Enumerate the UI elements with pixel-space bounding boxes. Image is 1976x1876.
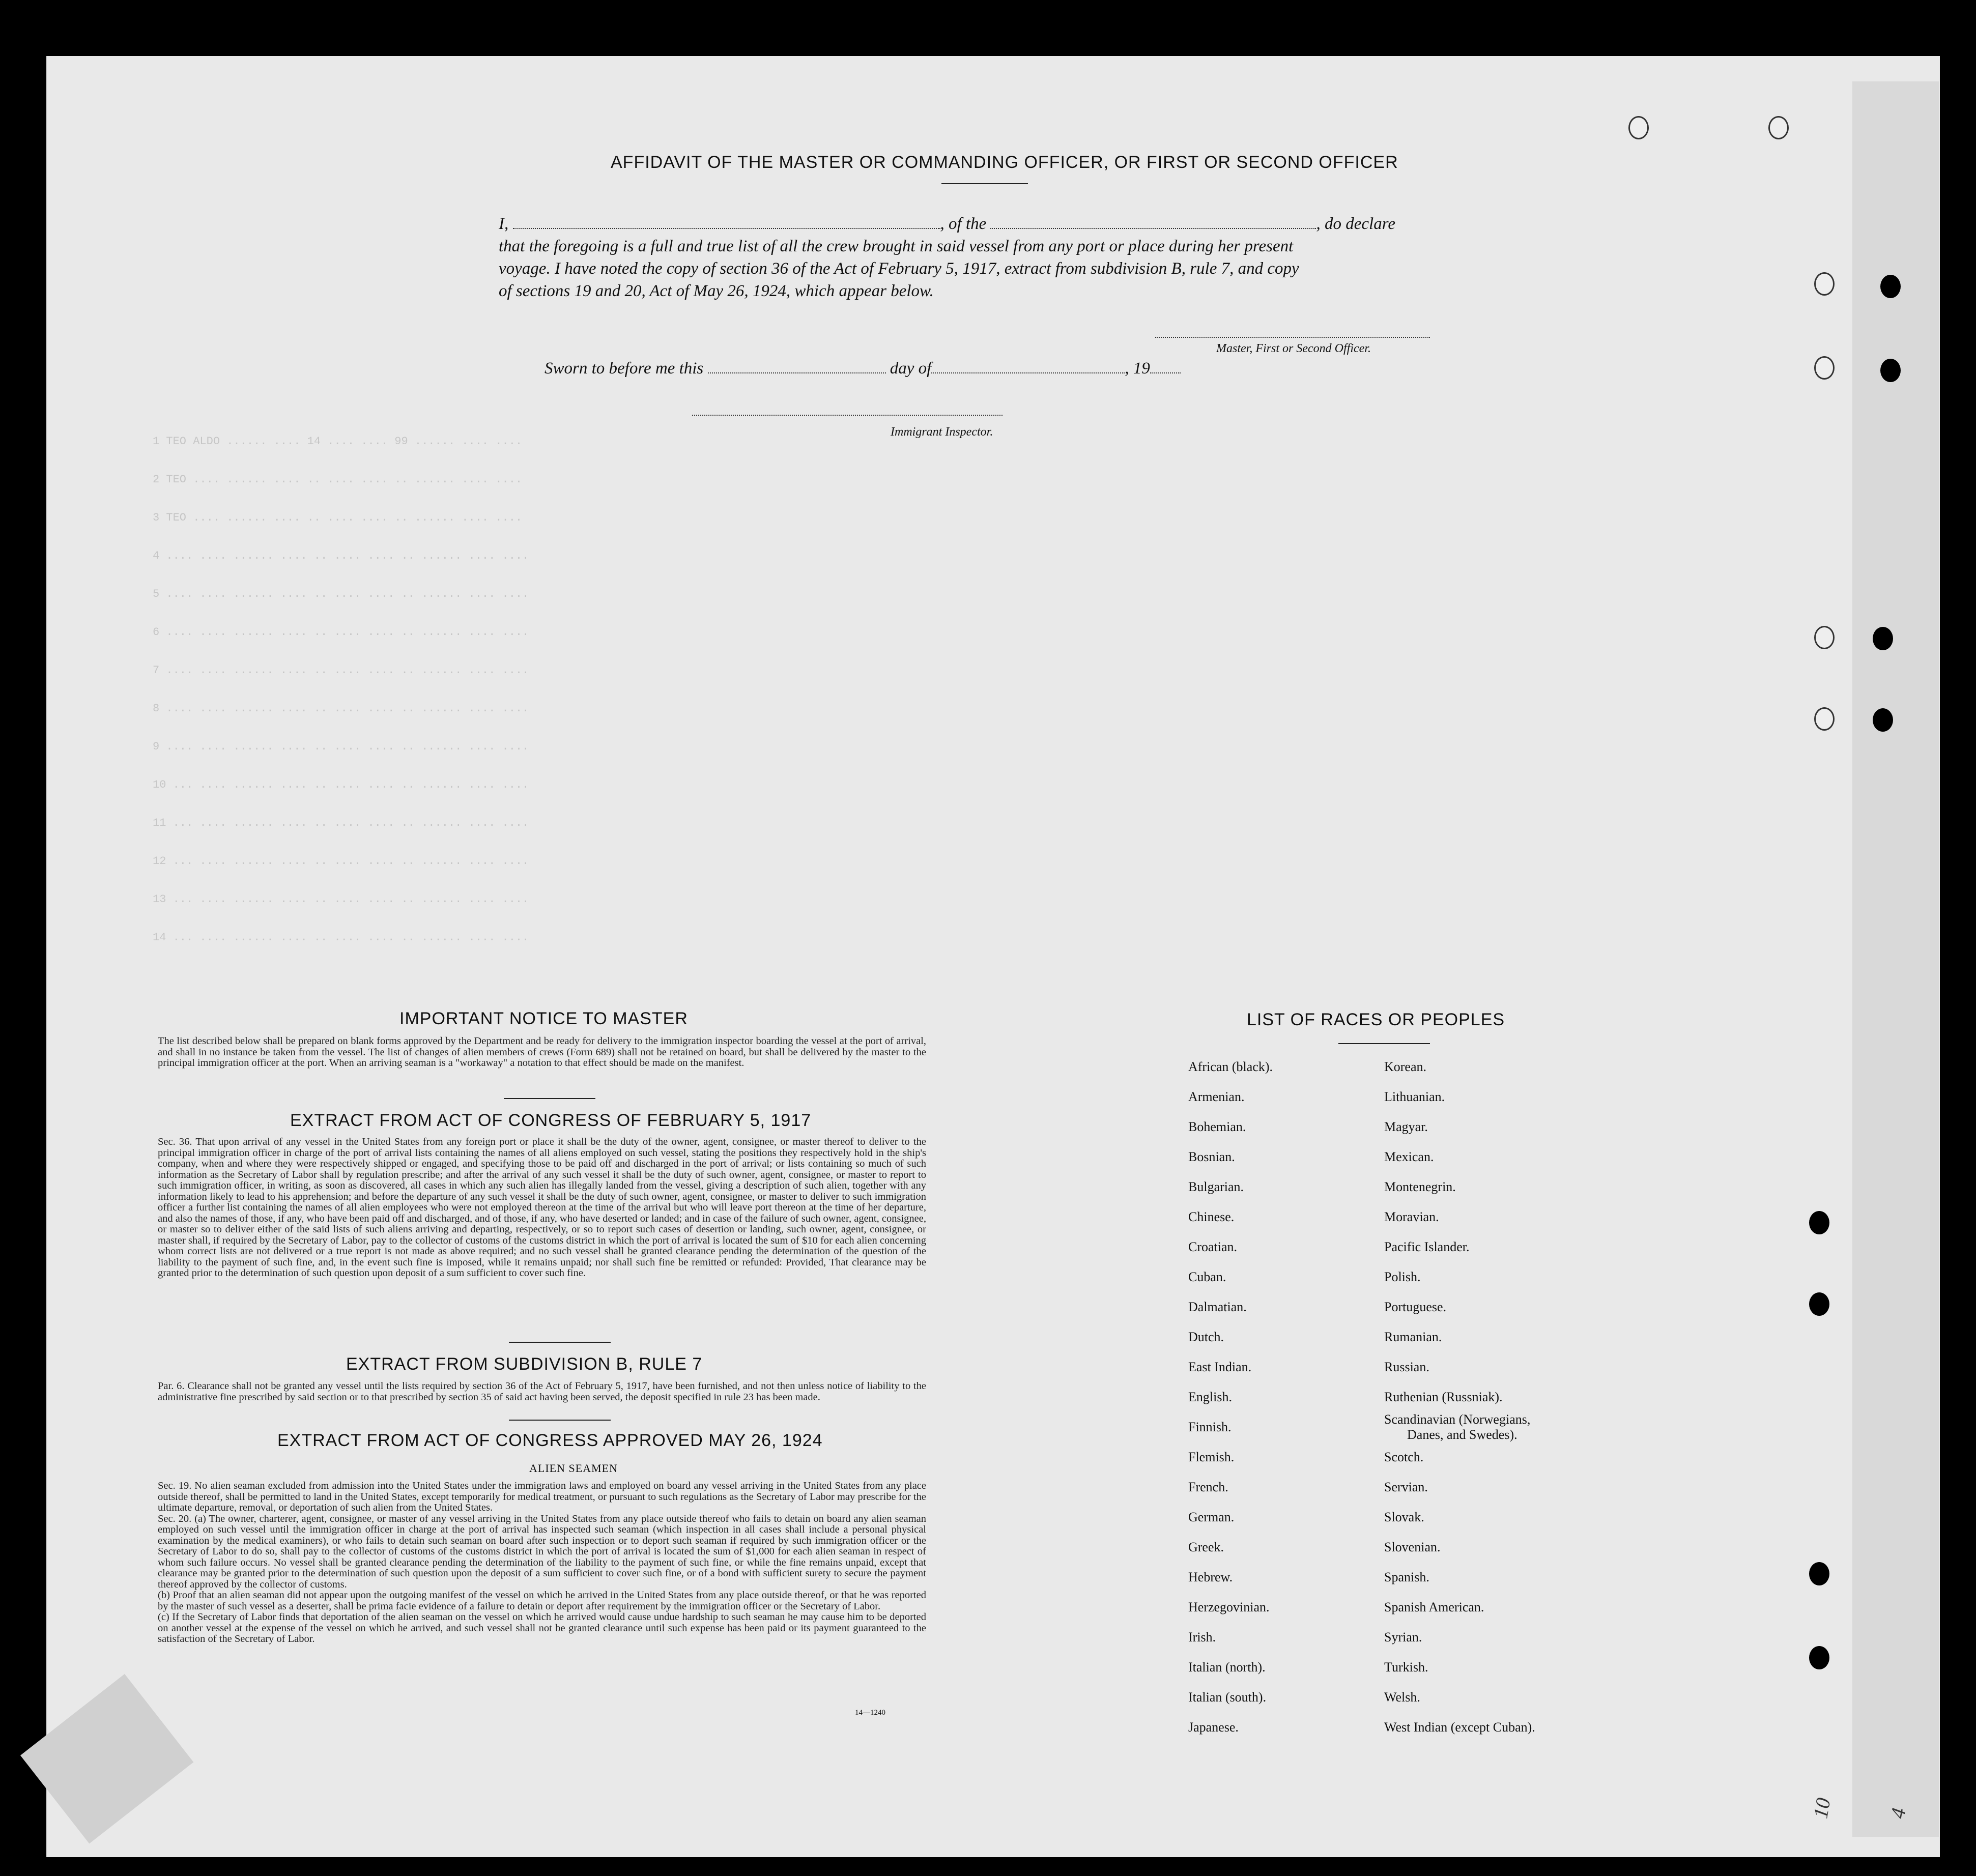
divider-1 — [504, 1098, 595, 1099]
affidavit-title: AFFIDAVIT OF THE MASTER OR COMMANDING OFFICER, OR FIRST OR SECOND OFFICER — [611, 153, 1398, 172]
punch-hole — [1768, 116, 1789, 139]
divider-2 — [509, 1342, 611, 1343]
punch-hole — [1814, 356, 1835, 380]
punch-hole — [1880, 359, 1901, 382]
extract-1924-title: EXTRACT FROM ACT OF CONGRESS APPROVED MAY 26, 1924 — [277, 1431, 823, 1450]
race-item: Moravian. — [1384, 1209, 1439, 1224]
race-item: Spanish American. — [1384, 1600, 1484, 1614]
handwritten-corner-mark: 4 — [1886, 1806, 1910, 1821]
punch-hole — [1873, 627, 1893, 650]
race-item: Bosnian. — [1188, 1149, 1235, 1164]
affidavit-line-3: voyage. I have noted the copy of section 36 of the Act of February 5, 1917, extract from subdivision B, rule 7, and copy — [499, 259, 1299, 278]
punch-hole — [1809, 1646, 1829, 1669]
notice-body: The list described below shall be prepared on blank forms approved by the Department and be ready for delivery to the immigration inspector boarding the vessel at the port of arrival, and shall in no instance be taken from the vessel. The list of changes of alien members of crews (Form 689) shall not be retained on board, but shall be delivered by the master to the principal immigration officer at the port. When an arriving seaman is a "workaway" a notation to that effect should be made on the manifest. — [158, 1035, 926, 1069]
divider-3 — [509, 1420, 611, 1421]
race-item: Greek. — [1188, 1540, 1224, 1554]
do-declare-label: , do declare — [1316, 215, 1395, 233]
punch-hole — [1814, 707, 1835, 731]
race-item: Scotch. — [1384, 1450, 1424, 1464]
sworn-line — [545, 357, 1181, 380]
year-prefix: , 19 — [1125, 359, 1150, 378]
race-item: Turkish. — [1384, 1660, 1428, 1675]
sworn-day-blank[interactable] — [708, 372, 886, 373]
master-signature-line[interactable] — [1155, 337, 1430, 338]
handwritten-page-number: 10 — [1809, 1796, 1835, 1821]
affidavit-line-2: that the foregoing is a full and true list of all the crew brought in said vessel from any port or place during her present — [499, 237, 1294, 255]
race-item: Flemish. — [1188, 1450, 1235, 1464]
day-of-label: day of — [890, 359, 932, 378]
race-item: Spanish. — [1384, 1570, 1429, 1584]
sworn-year-blank[interactable] — [1150, 372, 1181, 373]
sec-20b: (b) Proof that an alien seaman did not appear upon the outgoing manifest of the vessel on which he arrived in the United States from any place outside thereof, or that he was reported by the master of such vessel as a deserter, shall be prima facie evidence of a failure to detain or deport after requirement by the immigration officer or the Secretary of Labor. — [158, 1590, 926, 1612]
rule7-title: EXTRACT FROM SUBDIVISION B, RULE 7 — [346, 1354, 703, 1374]
races-divider — [1338, 1043, 1430, 1044]
race-item: Russian. — [1384, 1360, 1429, 1374]
race-item: Herzegovinian. — [1188, 1600, 1270, 1614]
race-item: Portuguese. — [1384, 1300, 1447, 1314]
race-item: German. — [1188, 1510, 1235, 1524]
affidavit-statement — [499, 213, 1476, 302]
extract-1917-title: EXTRACT FROM ACT OF CONGRESS OF FEBRUARY 5, 1917 — [290, 1111, 812, 1130]
race-item: West Indian (except Cuban). — [1384, 1720, 1535, 1735]
name-blank[interactable] — [513, 228, 940, 229]
race-item: Syrian. — [1384, 1630, 1422, 1644]
race-item: Finnish. — [1188, 1420, 1232, 1434]
inspector-caption: Immigrant Inspector. — [891, 425, 993, 439]
race-item: Ruthenian (Russniak). — [1384, 1390, 1503, 1404]
punch-hole — [1880, 275, 1901, 298]
race-item: Japanese. — [1188, 1720, 1239, 1735]
races-title: LIST OF RACES OR PEOPLES — [1247, 1010, 1505, 1029]
race-item: French. — [1188, 1480, 1228, 1494]
underlying-page-edge — [1852, 81, 1939, 1837]
inspector-signature-line[interactable] — [692, 415, 1003, 416]
race-item: Slovenian. — [1384, 1540, 1441, 1554]
extract-1924-body — [158, 1481, 926, 1645]
race-item: Hebrew. — [1188, 1570, 1233, 1584]
sec-19: Sec. 19. No alien seaman excluded from admission into the United States under the immigration laws and employed on board any vessel arriving in the United States from any place outside thereof, shall be permitted to land in the United States, except temporarily for medical treatment, or pursuant to such regulations as the Secretary of Labor may prescribe for the ultimate departure, removal, or deportation of such alien from the United States. — [158, 1480, 926, 1513]
sworn-label: Sworn to before me this — [545, 359, 704, 378]
race-item: Rumanian. — [1384, 1330, 1442, 1344]
master-caption: Master, First or Second Officer. — [1216, 342, 1371, 355]
race-item: Bohemian. — [1188, 1119, 1246, 1134]
race-item: Armenian. — [1188, 1089, 1245, 1104]
race-item: Welsh. — [1384, 1690, 1420, 1705]
race-item: Scandinavian (Norwegians, — [1384, 1412, 1531, 1427]
alien-seamen-subtitle: ALIEN SEAMEN — [529, 1462, 618, 1475]
race-item: Servian. — [1384, 1480, 1428, 1494]
race-item: Mexican. — [1384, 1149, 1434, 1164]
race-item-continuation: Danes, and Swedes). — [1407, 1427, 1517, 1442]
race-item: Cuban. — [1188, 1269, 1226, 1284]
sec-20c: (c) If the Secretary of Labor finds that deportation of the alien seaman on the vessel on which he arrived would cause undue hardship to such seaman he may cause him to be deported on another vessel at the expense of the vessel on which he arrived, and such vessel shall not be granted clearance until such expense has been paid or its payment guaranteed to the satisfaction of the Secretary of Labor. — [158, 1611, 926, 1644]
punch-hole — [1814, 626, 1835, 649]
vessel-blank[interactable] — [990, 228, 1316, 229]
of-the-label: , of the — [940, 215, 987, 233]
race-item: Korean. — [1384, 1059, 1427, 1074]
affidavit-line-4: of sections 19 and 20, Act of May 26, 1924, which appear below. — [499, 282, 934, 300]
form-number: 14—1240 — [855, 1709, 885, 1717]
race-item: English. — [1188, 1390, 1232, 1404]
punch-hole — [1809, 1211, 1829, 1234]
race-item: Montenegrin. — [1384, 1179, 1456, 1194]
race-item: Pacific Islander. — [1384, 1239, 1470, 1254]
punch-hole — [1628, 116, 1649, 139]
race-item: Chinese. — [1188, 1209, 1235, 1224]
race-item: Croatian. — [1188, 1239, 1238, 1254]
race-item: Slovak. — [1384, 1510, 1424, 1524]
title-divider — [941, 183, 1028, 184]
race-item: Lithuanian. — [1384, 1089, 1445, 1104]
rule7-body: Par. 6. Clearance shall not be granted any vessel until the lists required by section 36 of the Act of February 5, 1917, have been furnished, and not then unless notice of liability to the administrative fine prescribed by said section or to that prescribed by section 35 of said act having been served, the deposit specified in rule 23 has been made. — [158, 1380, 926, 1403]
sec-20a: Sec. 20. (a) The owner, charterer, agent, consignee, or master of any vessel arriving in the United States from any place outside thereof who fails to detain on board any alien seaman employed on such vessel until the immigration officer in charge at the port of arrival has inspected such seaman (which inspection in all cases shall include a personal physical examination by the medical examiners), or who fails to detain such seaman on board after such inspection or to deport such seaman if required by such immigration officer or the Secretary of Labor to do so, shall pay to the collector of customs of the customs district in which the port of arrival is located the sum of $1,000 for each alien seaman in respect of whom such failure occurs. No vessel shall be granted clearance pending the determination of the liability to the payment of such fine, or while the fine remains unpaid, except that clearance may be granted prior to the determination of such question upon the deposit of a sum sufficient to cover such fine, or of a bond with sufficient surety to secure the payment thereof approved by the collector of customs. — [158, 1513, 926, 1590]
punch-hole — [1873, 708, 1893, 732]
race-item: Magyar. — [1384, 1119, 1428, 1134]
race-item: Irish. — [1188, 1630, 1216, 1644]
race-item: African (black). — [1188, 1059, 1273, 1074]
race-item: Italian (south). — [1188, 1690, 1267, 1705]
punch-hole — [1809, 1292, 1829, 1316]
race-item: East Indian. — [1188, 1360, 1252, 1374]
race-item: Dutch. — [1188, 1330, 1224, 1344]
punch-hole — [1814, 272, 1835, 296]
extract-1917-body: Sec. 36. That upon arrival of any vessel in the United States from any foreign port or place it shall be the duty of the owner, agent, consignee, or master thereof to deliver to the principal immigration officer in charge of the port of arrival lists containing the names of all aliens employed on such vessel, stating the positions they respectively hold in the ship's company, when and where they were respectively shipped or engaged, and specifying those to be paid off and discharged in the port of arrival; or lists containing so much of such information as the Secretary of Labor shall by regulation prescribe; and after the arrival of any such vessel it shall be the duty of such owner, agent, consignee, or master to report to such immigration officer, in writing, as soon as discovered, all cases in which any such alien has illegally landed from the vessel, giving a description of such alien, together with any information likely to lead to his apprehension; and before the departure of any such vessel it shall be the duty of such owner, agent, consignee, or master to deliver to such immigration officer a further list containing the names of all alien employees who were not employed thereon at the time of the arrival but who will leave port thereon at the time of her departure, and also the names of those, if any, who have been paid off and discharged, and of those, if any, who have deserted or landed; and in case of the failure of such owner, agent, consignee, or master so to deliver either of the said lists of such aliens arriving and departing, respectively, or so to report such cases of desertion or landing, such owner, agent, consignee, or master shall, if required by the Secretary of Labor, pay to the collector of customs of the customs district in which the port of arrival is located the sum of $10 for each alien concerning whom correct lists are not delivered or a true report is not made as above required; and no such vessel shall be granted clearance pending the determination of the question of the liability to the payment of such fine, and, in the event such fine is imposed, while it remains unpaid; nor shall such fine be remitted or refunded: Provided, That clearance may be granted prior to the determination of such question upon deposit of a sum sufficient to cover such fine. — [158, 1136, 926, 1279]
sworn-month-blank[interactable] — [931, 372, 1125, 373]
race-item: Bulgarian. — [1188, 1179, 1244, 1194]
i-label: I, — [499, 215, 509, 233]
race-item: Italian (north). — [1188, 1660, 1266, 1675]
race-item: Dalmatian. — [1188, 1300, 1247, 1314]
notice-title: IMPORTANT NOTICE TO MASTER — [399, 1009, 688, 1028]
race-item: Polish. — [1384, 1269, 1421, 1284]
punch-hole — [1809, 1562, 1829, 1585]
